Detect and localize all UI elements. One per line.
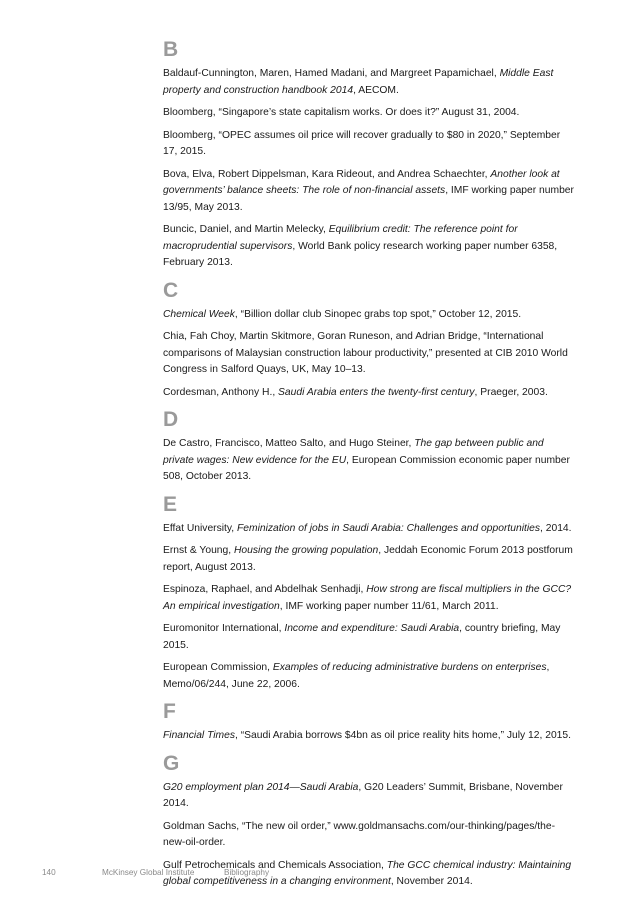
entry-text: Buncic, Daniel, and Martin Melecky, <box>163 224 329 235</box>
entry-text: Effat University, <box>163 522 238 534</box>
entry-text: Cordesman, Anthony H., <box>163 386 279 398</box>
entry-text: , November 2014. <box>390 876 473 887</box>
section-letter-heading: E <box>163 492 178 516</box>
entry-text: De Castro, Francisco, Matteo Salto, and Hugo Steiner, <box>163 438 415 449</box>
bibliography-entry <box>163 819 575 852</box>
entry-text: , World Bank policy research working paper number 6358, February 2013. <box>163 240 558 268</box>
entry-text: Bova, Elva, Robert Dippelsman, Kara Rideout, and Andrea Schaechter, <box>163 168 491 180</box>
section-letter-heading: C <box>163 278 179 302</box>
entry-text: , IMF working paper number 13/95, May 2013. <box>163 185 574 213</box>
section-letter-heading: F <box>163 700 176 723</box>
entry-title-italic: Feminization of jobs in Saudi Arabia: Challenges and opportunities <box>237 522 541 534</box>
bibliography-entry <box>163 728 575 745</box>
bibliography-entry <box>163 521 575 538</box>
entry-title-italic: The gap between public and private wages: New evidence for the EU <box>163 438 544 466</box>
bibliography-entry <box>163 167 575 217</box>
bibliography-entry <box>163 621 575 654</box>
bibliography-section-c <box>163 279 575 402</box>
section-name: Bibliography <box>224 868 270 877</box>
entry-title-italic: Examples of reducing administrative burdens on enterprises <box>272 662 547 673</box>
entry-text: Goldman Sachs, “The new oil order,” www.goldmansachs.com/our-thinking/pages/the-new-oil-order. <box>163 820 556 848</box>
bibliography-entry <box>163 436 575 486</box>
entry-text: , IMF working paper number 11/61, March 2011. <box>279 600 499 612</box>
bibliography-entry <box>163 66 575 99</box>
entry-text: Chia, Fah Choy, Martin Skitmore, Goran Runeson, and Adrian Bridge, “International comparisons of Malaysian construction labour productivity,” presented at CIB 2010 World Congress in Salford Quays, UK, May 10–13. <box>163 331 568 375</box>
bibliography-entry <box>163 329 575 379</box>
bibliography-entry <box>163 543 575 576</box>
page-number: 140 <box>42 868 56 877</box>
entry-title-italic: The GCC chemical industry: Maintaining global competitiveness in a changing environment <box>163 859 572 887</box>
entry-title-italic: Equilibrium credit: The reference point for macroprudential supervisors <box>163 224 518 252</box>
entry-text: Bloomberg, “Singapore’s state capitalism works. Or does it?” August 31, 2004. <box>163 107 520 118</box>
entry-text: Espinoza, Raphael, and Abdelhak Senhadji, <box>163 584 367 595</box>
bibliography-section-d <box>163 408 575 486</box>
bibliography-section-b <box>163 38 575 272</box>
entry-text: , 2014. <box>540 522 572 534</box>
entry-title-italic: Saudi Arabia enters the twenty-first century <box>278 386 475 398</box>
entry-text: , Memo/06/244, June 22, 2006. <box>163 662 550 690</box>
publisher-name: McKinsey Global Institute <box>102 868 195 877</box>
entry-text: Gulf Petrochemicals and Chemicals Association, <box>163 859 387 871</box>
section-letter-heading: B <box>163 38 179 61</box>
entry-title-italic: Income and expenditure: Saudi Arabia <box>284 623 460 634</box>
entry-title-italic: Financial Times <box>163 730 236 741</box>
entry-title-italic: Chemical Week <box>163 308 235 320</box>
entry-title-italic: How strong are fiscal multipliers in the GCC? An empirical investigation <box>163 584 572 612</box>
page-footer <box>0 868 636 882</box>
entry-text: European Commission, <box>163 662 273 673</box>
entry-text: Ernst & Young, <box>163 545 234 556</box>
entry-text: , Jeddah Economic Forum 2013 postforum report, August 2013. <box>163 545 573 573</box>
bibliography-entry <box>163 307 575 324</box>
entry-text: , country briefing, May 2015. <box>163 623 561 651</box>
entry-text: , “Billion dollar club Sinopec grabs top spot,” October 12, 2015. <box>234 308 522 320</box>
entry-title-italic: Another look at governments’ balance sheets: The role of non-financial assets <box>163 168 560 196</box>
entry-text: Bloomberg, “OPEC assumes oil price will recover gradually to $80 in 2020,” September 17, 2015. <box>163 129 561 157</box>
bibliography-entry <box>163 660 575 693</box>
entry-title-italic: G20 employment plan 2014—Saudi Arabia <box>163 781 359 793</box>
entry-text: , Praeger, 2003. <box>474 386 548 398</box>
bibliography-section-e <box>163 493 575 694</box>
entry-text: , “Saudi Arabia borrows $4bn as oil price reality hits home,” July 12, 2015. <box>235 730 571 741</box>
bibliography-entry <box>163 128 575 161</box>
entry-text: , AECOM. <box>353 84 399 96</box>
entry-text: Baldauf-Cunnington, Maren, Hamed Madani, and Margreet Papamichael, <box>163 68 500 79</box>
section-letter-heading: G <box>163 751 180 775</box>
entry-title-italic: Housing the growing population <box>234 545 379 556</box>
section-letter-heading: D <box>163 408 179 431</box>
bibliography-entry <box>163 385 575 402</box>
entry-title-italic: Middle East property and construction handbook 2014 <box>163 68 554 96</box>
entry-text: , G20 Leaders’ Summit, Brisbane, November 2014. <box>163 781 563 809</box>
bibliography-entry <box>163 105 575 122</box>
entry-text: Euromonitor International, <box>163 623 285 634</box>
bibliography-entry <box>163 222 575 272</box>
bibliography-entry <box>163 582 575 615</box>
bibliography-entry <box>163 780 575 813</box>
entry-text: , European Commission economic paper number 508, October 2013. <box>163 454 570 482</box>
bibliography-content <box>163 38 575 898</box>
bibliography-section-f <box>163 700 575 745</box>
